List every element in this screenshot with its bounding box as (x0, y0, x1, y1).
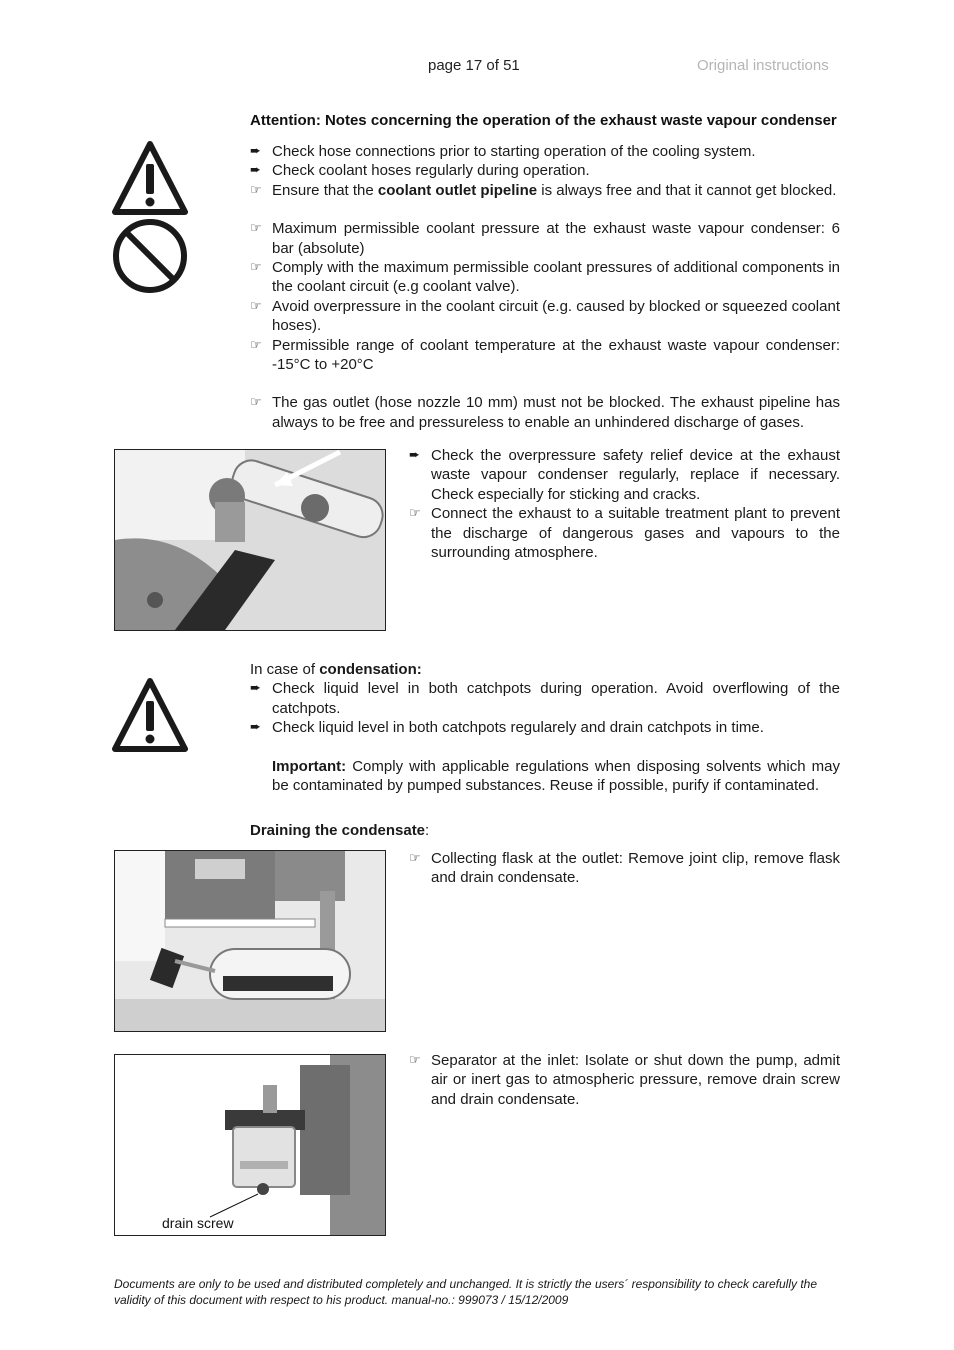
bullet-list-flask (409, 849, 840, 888)
pointing-hand-icon: ☞ (250, 260, 262, 276)
draining-heading: Draining the condensate: (250, 822, 430, 839)
drain-screw-caption: drain screw (162, 1215, 234, 1231)
condenser-outlet-photo (114, 449, 386, 631)
attention-notes (250, 142, 840, 432)
separator-photo (114, 1054, 386, 1236)
list-item: ☞ Collecting flask at the outlet: Remove joint clip, remove flask and drain condensate. (409, 850, 840, 887)
bullet-list-group3 (250, 393, 840, 432)
pointing-hand-icon: ☞ (250, 395, 262, 411)
bullet-list-group1 (250, 142, 840, 200)
list-item: ☞ Permissible range of coolant temperature at the exhaust waste vapour condenser: -15°C to +20°C (250, 336, 840, 374)
overpressure-notes (409, 446, 840, 562)
pointing-hand-icon: ☞ (250, 298, 262, 314)
pointing-hand-icon: ☞ (409, 506, 421, 522)
condensation-notes (250, 660, 840, 795)
arrow-bullet-icon: ➨ (250, 720, 261, 736)
bullet-list-overpressure (409, 446, 840, 562)
list-item: ☞ The gas outlet (hose nozzle 10 mm) must not be blocked. The exhaust pipeline has always to be free and pressureless to enable an unhindered discharge of gases. (250, 394, 840, 431)
arrow-bullet-icon: ➨ (250, 681, 261, 697)
list-item: ➨ Check liquid level in both catchpots regularely and drain catchpots in time. (250, 719, 764, 737)
list-item: ➨ Check coolant hoses regularly during operation. (250, 162, 590, 180)
list-item: ☞ Maximum permissible coolant pressure at the exhaust waste vapour condenser: 6 bar (absolute) (250, 220, 840, 257)
important-note: Important: Comply with applicable regulations when disposing solvents which may be contaminated by pumped substances. Reuse if possible, purify if contaminated. (272, 757, 840, 795)
list-item: ☞ Comply with the maximum permissible coolant pressures of additional components in the coolant circuit (e.g coolant valve). (250, 259, 840, 296)
pointing-hand-icon: ☞ (250, 182, 262, 198)
bullet-list-group2 (250, 219, 840, 374)
list-item: ☞ Ensure that the coolant outlet pipeline is always free and that it cannot get blocked. (250, 181, 837, 199)
list-item: ☞ Connect the exhaust to a suitable treatment plant to prevent the discharge of dangerous gases and vapours to the surrounding atmosphere. (409, 505, 840, 562)
pointing-hand-icon: ☞ (250, 337, 262, 353)
bullet-list-condensation (250, 679, 840, 737)
pointing-hand-icon: ☞ (409, 851, 421, 866)
condensation-intro: In case of condensation: (250, 661, 422, 678)
pointing-hand-icon: ☞ (409, 1053, 421, 1068)
arrow-bullet-icon: ➨ (250, 144, 261, 159)
footer-disclaimer: Documents are only to be used and distributed completely and unchanged. It is strictly the users´ responsibility to check carefully the validity of this document with respect to his product. manual-no.: 999073 / 15/12/2009 (114, 1277, 818, 1307)
collecting-flask-photo (114, 850, 386, 1032)
flask-note (409, 849, 840, 888)
page-number: page 17 of 51 (428, 57, 520, 74)
bullet-list-separator (409, 1051, 840, 1109)
attention-heading: Attention: Notes concerning the operation of the exhaust waste vapour condenser (250, 112, 837, 129)
list-item: ☞ Separator at the inlet: Isolate or shut down the pump, admit air or inert gas to atmospheric pressure, remove drain screw and drain condensate. (409, 1052, 840, 1108)
list-item: ➨ Check the overpressure safety relief device at the exhaust waste vapour condenser regularly, replace if necessary. Check especially for sticking and cracks. (409, 447, 840, 503)
arrow-bullet-icon: ➨ (409, 448, 420, 463)
list-item: ➨ Check liquid level in both catchpots during operation. Avoid overflowing of the catchpots. (250, 680, 840, 717)
separator-note (409, 1051, 840, 1109)
warning-triangle-icon (112, 677, 188, 758)
list-item: ➨ Check hose connections prior to starting operation of the cooling system. (250, 143, 756, 160)
warning-triangle-icon (112, 140, 188, 221)
arrow-bullet-icon: ➨ (250, 163, 261, 179)
prohibition-circle-icon (112, 218, 188, 299)
document-type-label: Original instructions (697, 57, 829, 74)
list-item: ☞ Avoid overpressure in the coolant circuit (e.g. caused by blocked or squeezed coolant hoses). (250, 297, 840, 335)
pointing-hand-icon: ☞ (250, 221, 262, 237)
